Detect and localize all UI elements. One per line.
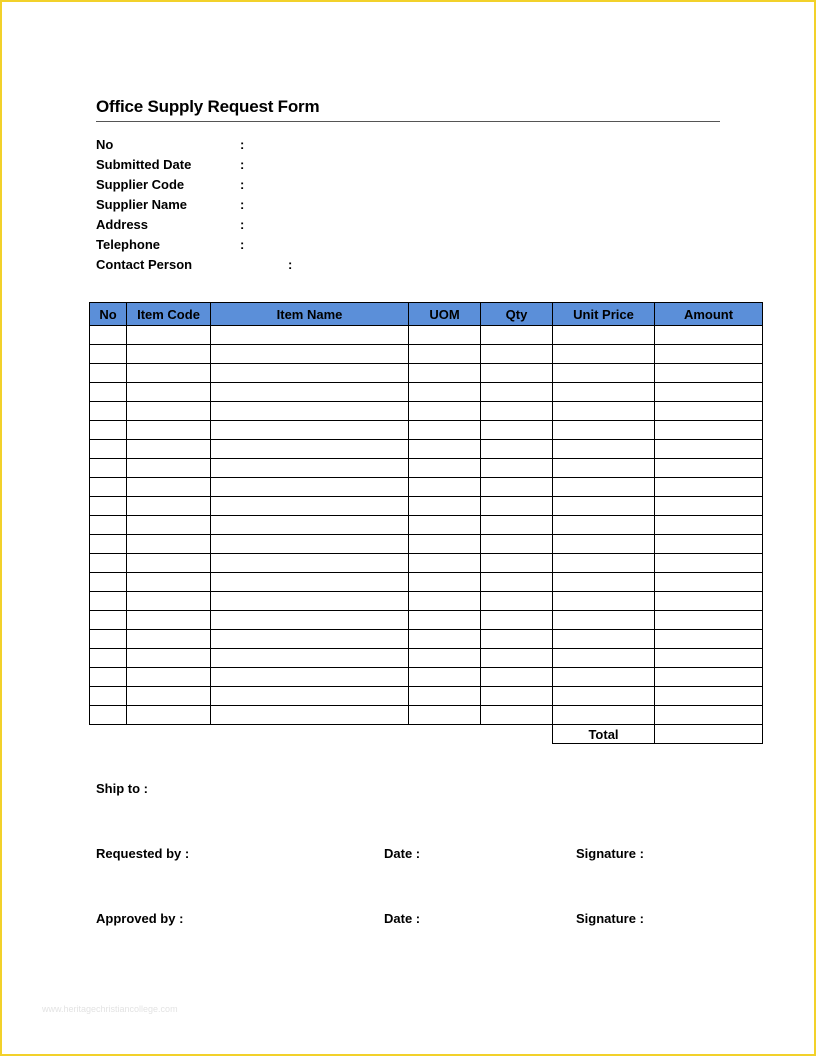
total-row-spacer (90, 725, 553, 744)
table-cell[interactable] (211, 421, 409, 440)
table-cell[interactable] (127, 573, 211, 592)
table-cell[interactable] (409, 687, 481, 706)
table-cell[interactable] (90, 535, 127, 554)
table-cell[interactable] (211, 592, 409, 611)
table-cell[interactable] (655, 364, 763, 383)
table-cell[interactable] (481, 402, 553, 421)
table-cell[interactable] (553, 611, 655, 630)
table-cell[interactable] (481, 706, 553, 725)
table-cell[interactable] (553, 459, 655, 478)
table-cell[interactable] (655, 592, 763, 611)
table-cell[interactable] (655, 573, 763, 592)
table-row (90, 402, 763, 421)
field-label: Address (96, 217, 149, 232)
table-row (90, 649, 763, 668)
field-label: Supplier Name (96, 197, 188, 212)
table-cell[interactable] (553, 592, 655, 611)
table-cell[interactable] (409, 478, 481, 497)
col-header-item-name: Item Name (211, 303, 409, 326)
table-cell[interactable] (127, 668, 211, 687)
table-cell[interactable] (481, 611, 553, 630)
table-cell[interactable] (127, 440, 211, 459)
col-header-unit-price: Unit Price (553, 303, 655, 326)
table-cell[interactable] (481, 440, 553, 459)
table-cell[interactable] (481, 516, 553, 535)
table-cell[interactable] (655, 421, 763, 440)
table-cell[interactable] (655, 383, 763, 402)
table-cell[interactable] (481, 554, 553, 573)
table-cell[interactable] (127, 611, 211, 630)
field-label: Supplier Code (96, 177, 185, 192)
table-cell[interactable] (553, 345, 655, 364)
watermark: www.heritagechristiancollege.com (42, 1004, 178, 1014)
table-cell[interactable] (90, 326, 127, 345)
table-cell[interactable] (409, 440, 481, 459)
table-cell[interactable] (211, 668, 409, 687)
table-cell[interactable] (90, 554, 127, 573)
table-row (90, 554, 763, 573)
table-cell[interactable] (90, 687, 127, 706)
requested-by-label: Requested by : (96, 846, 190, 861)
field-colon: : (240, 157, 245, 172)
table-cell[interactable] (655, 668, 763, 687)
approved-signature-label: Signature : (576, 911, 644, 926)
col-header-qty: Qty (481, 303, 553, 326)
field-colon: : (240, 177, 245, 192)
table-cell[interactable] (409, 364, 481, 383)
total-amount-cell[interactable] (655, 725, 763, 744)
table-cell[interactable] (409, 649, 481, 668)
field-colon: : (240, 137, 245, 152)
table-cell[interactable] (655, 535, 763, 554)
table-cell[interactable] (211, 516, 409, 535)
table-row (90, 687, 763, 706)
table-cell[interactable] (481, 497, 553, 516)
table-cell[interactable] (409, 592, 481, 611)
table-cell[interactable] (211, 649, 409, 668)
table-row (90, 535, 763, 554)
table-cell[interactable] (127, 592, 211, 611)
table-cell[interactable] (127, 326, 211, 345)
table-cell[interactable] (481, 573, 553, 592)
table-row (90, 630, 763, 649)
table-cell[interactable] (655, 478, 763, 497)
table-cell[interactable] (409, 459, 481, 478)
table-cell[interactable] (211, 478, 409, 497)
table-cell[interactable] (127, 383, 211, 402)
table-cell[interactable] (90, 611, 127, 630)
table-cell[interactable] (127, 421, 211, 440)
table-cell[interactable] (481, 459, 553, 478)
table-cell[interactable] (90, 630, 127, 649)
table-row (90, 364, 763, 383)
table-cell[interactable] (481, 535, 553, 554)
approved-row (0, 911, 816, 929)
table-cell[interactable] (655, 402, 763, 421)
table-cell[interactable] (655, 497, 763, 516)
form-title: Office Supply Request Form (96, 97, 320, 116)
table-cell[interactable] (211, 535, 409, 554)
table-row (90, 497, 763, 516)
table-cell[interactable] (409, 497, 481, 516)
table-cell[interactable] (655, 440, 763, 459)
table-cell[interactable] (481, 326, 553, 345)
table-cell[interactable] (211, 554, 409, 573)
table-cell[interactable] (409, 345, 481, 364)
approved-date-label: Date : (384, 911, 421, 926)
table-row (90, 478, 763, 497)
table-cell[interactable] (409, 535, 481, 554)
table-cell[interactable] (481, 421, 553, 440)
table-cell[interactable] (211, 402, 409, 421)
table-cell[interactable] (211, 440, 409, 459)
title-underline (96, 121, 720, 122)
table-cell[interactable] (90, 345, 127, 364)
table-cell[interactable] (409, 402, 481, 421)
table-cell[interactable] (211, 687, 409, 706)
table-cell[interactable] (409, 706, 481, 725)
table-cell[interactable] (409, 611, 481, 630)
table-cell[interactable] (127, 687, 211, 706)
table-cell[interactable] (90, 383, 127, 402)
table-cell[interactable] (211, 573, 409, 592)
table-cell[interactable] (90, 592, 127, 611)
table-cell[interactable] (553, 326, 655, 345)
table-cell[interactable] (127, 402, 211, 421)
table-row (90, 345, 763, 364)
table-cell[interactable] (409, 668, 481, 687)
table-cell[interactable] (127, 478, 211, 497)
table-cell[interactable] (553, 649, 655, 668)
table-cell[interactable] (90, 497, 127, 516)
field-colon: : (240, 237, 245, 252)
requested-row (0, 846, 816, 864)
table-cell[interactable] (553, 706, 655, 725)
table-cell[interactable] (211, 630, 409, 649)
table-cell[interactable] (409, 421, 481, 440)
table-cell[interactable] (553, 421, 655, 440)
table-cell[interactable] (127, 497, 211, 516)
table-cell[interactable] (409, 630, 481, 649)
field-label: Contact Person (96, 257, 193, 272)
table-cell[interactable] (127, 554, 211, 573)
table-row (90, 326, 763, 345)
table-cell[interactable] (90, 421, 127, 440)
table-row (90, 706, 763, 725)
table-cell[interactable] (90, 440, 127, 459)
table-cell[interactable] (481, 592, 553, 611)
table-cell[interactable] (553, 364, 655, 383)
requested-date-label: Date : (384, 846, 421, 861)
table-row (90, 383, 763, 402)
table-cell[interactable] (409, 573, 481, 592)
table-cell[interactable] (409, 516, 481, 535)
table-cell[interactable] (127, 706, 211, 725)
table-cell[interactable] (481, 478, 553, 497)
table-cell[interactable] (90, 459, 127, 478)
table-cell[interactable] (655, 345, 763, 364)
table-cell[interactable] (655, 649, 763, 668)
table-cell[interactable] (481, 383, 553, 402)
field-label: Telephone (96, 237, 161, 252)
field-label: No (96, 137, 114, 152)
field-colon: : (240, 217, 245, 232)
table-cell[interactable] (655, 611, 763, 630)
table-cell[interactable] (211, 497, 409, 516)
table-cell[interactable] (127, 459, 211, 478)
items-table (89, 302, 763, 744)
table-cell[interactable] (90, 649, 127, 668)
table-cell[interactable] (90, 402, 127, 421)
table-row (90, 421, 763, 440)
table-cell[interactable] (481, 364, 553, 383)
table-cell[interactable] (90, 573, 127, 592)
table-cell[interactable] (211, 383, 409, 402)
table-cell[interactable] (553, 535, 655, 554)
table-cell[interactable] (90, 478, 127, 497)
table-body (90, 326, 763, 725)
table-header-row (90, 303, 763, 326)
ship-to-label: Ship to : (96, 781, 148, 796)
table-cell[interactable] (211, 326, 409, 345)
approved-by-label: Approved by : (96, 911, 184, 926)
table-row (90, 668, 763, 687)
table-row (90, 516, 763, 535)
table-cell[interactable] (127, 516, 211, 535)
table-cell[interactable] (211, 706, 409, 725)
table-cell[interactable] (655, 630, 763, 649)
table-cell[interactable] (553, 497, 655, 516)
table-cell[interactable] (553, 630, 655, 649)
field-label: Submitted Date (96, 157, 192, 172)
table-row (90, 459, 763, 478)
table-cell[interactable] (553, 573, 655, 592)
col-header-amount: Amount (655, 303, 763, 326)
table-cell[interactable] (127, 535, 211, 554)
table-cell[interactable] (481, 649, 553, 668)
table-cell[interactable] (655, 706, 763, 725)
table-cell[interactable] (90, 668, 127, 687)
table-cell[interactable] (553, 516, 655, 535)
table-cell[interactable] (655, 554, 763, 573)
table-row (90, 592, 763, 611)
table-cell[interactable] (211, 345, 409, 364)
table-cell[interactable] (211, 459, 409, 478)
field-colon: : (240, 197, 245, 212)
table-cell[interactable] (127, 630, 211, 649)
col-header-no: No (90, 303, 127, 326)
table-cell[interactable] (211, 611, 409, 630)
table-cell[interactable] (553, 687, 655, 706)
total-label: Total (553, 725, 655, 744)
total-row (90, 725, 763, 744)
table-cell[interactable] (655, 516, 763, 535)
table-cell[interactable] (553, 440, 655, 459)
table-cell[interactable] (553, 478, 655, 497)
col-header-item-code: Item Code (127, 303, 211, 326)
table-row (90, 440, 763, 459)
table-cell[interactable] (127, 364, 211, 383)
table-cell[interactable] (127, 649, 211, 668)
table-cell[interactable] (481, 668, 553, 687)
field-colon: : (288, 257, 293, 272)
table-cell[interactable] (481, 345, 553, 364)
table-cell[interactable] (553, 402, 655, 421)
table-cell[interactable] (481, 687, 553, 706)
table-cell[interactable] (409, 383, 481, 402)
table-cell[interactable] (655, 687, 763, 706)
table-cell[interactable] (127, 345, 211, 364)
table-cell[interactable] (553, 668, 655, 687)
table-cell[interactable] (90, 516, 127, 535)
requested-signature-label: Signature : (576, 846, 644, 861)
table-cell[interactable] (211, 364, 409, 383)
table-cell[interactable] (90, 706, 127, 725)
table-cell[interactable] (409, 554, 481, 573)
table-row (90, 573, 763, 592)
table-row (90, 611, 763, 630)
table-cell[interactable] (553, 554, 655, 573)
table-cell[interactable] (655, 459, 763, 478)
col-header-uom: UOM (409, 303, 481, 326)
table-cell[interactable] (409, 326, 481, 345)
table-cell[interactable] (553, 383, 655, 402)
table-cell[interactable] (655, 326, 763, 345)
table-cell[interactable] (90, 364, 127, 383)
table-cell[interactable] (481, 630, 553, 649)
